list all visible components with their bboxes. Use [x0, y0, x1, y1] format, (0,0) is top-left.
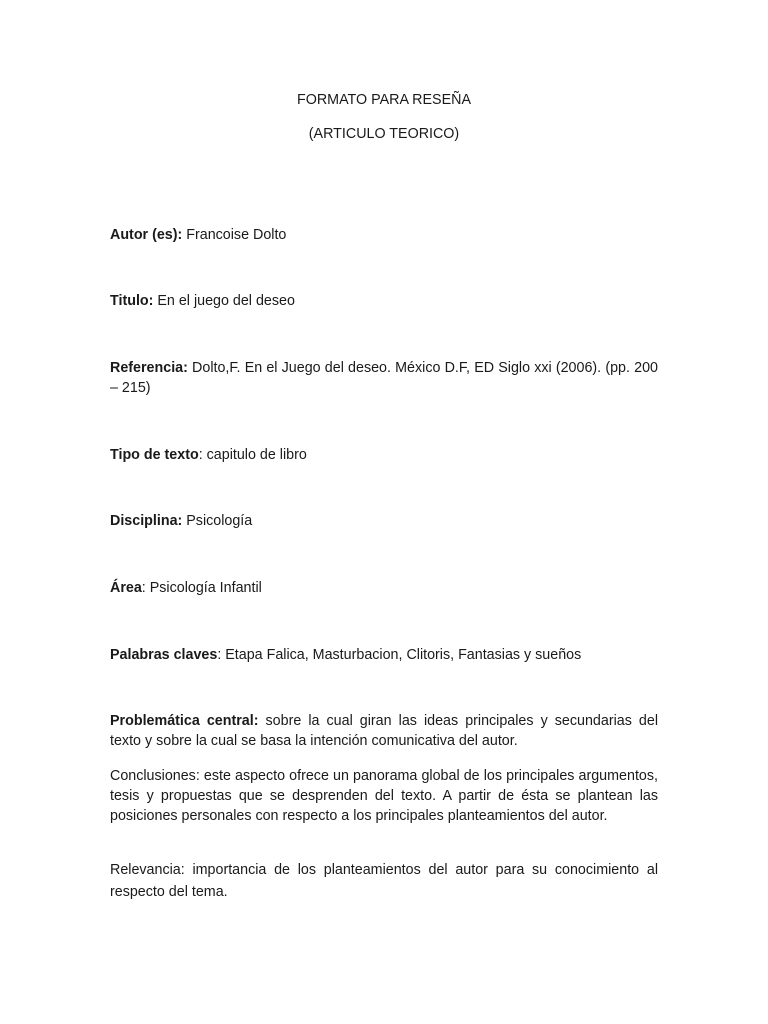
document-title: FORMATO PARA RESEÑA [297, 92, 471, 108]
field-titulo-value: En el juego del deseo [153, 293, 295, 309]
field-area [110, 578, 658, 598]
field-referencia-label: Referencia: [110, 360, 188, 376]
field-autor-label: Autor (es): [110, 227, 183, 243]
field-referencia [110, 358, 658, 398]
field-problematica-value: sobre la cual giran las ideas principales y secundarias del texto y sobre la cual se basa la intención comunicativa del autor. [110, 713, 658, 749]
paragraph-conclusiones: Conclusiones: este aspecto ofrece un panorama global de los principales argumentos, tesis y propuestas que se desprenden del texto. A partir de ésta se plantean las posiciones personales con respecto a los principales planteamientos del autor. [110, 768, 658, 824]
document-subtitle: (ARTICULO TEORICO) [308, 126, 460, 142]
field-area-label: Área [110, 580, 142, 596]
field-autor [110, 225, 658, 245]
field-disciplina [110, 511, 658, 531]
field-area-value: : Psicología Infantil [141, 580, 262, 596]
field-autor-value: Francoise Dolto [182, 227, 287, 243]
field-tipo-value: : capitulo de libro [198, 447, 307, 463]
paragraph-relevancia: Relevancia: importancia de los planteamientos del autor para su conocimiento al respecto del tema. [110, 862, 658, 900]
field-tipo-de-texto [110, 445, 658, 465]
field-palabras-claves [110, 645, 658, 665]
field-tipo-label: Tipo de texto [110, 447, 199, 463]
field-palabras-label: Palabras claves [110, 647, 218, 663]
field-referencia-value: Dolto,F. En el Juego del deseo. México D.F, ED Siglo xxi (2006). (pp. 200 – 215) [110, 360, 658, 396]
field-palabras-value: : Etapa Falica, Masturbacion, Clitoris, Fantasias y sueños [217, 647, 582, 663]
field-problematica-label: Problemática central: [110, 713, 259, 729]
field-titulo [110, 291, 658, 311]
field-disciplina-label: Disciplina: [110, 513, 183, 529]
field-titulo-label: Titulo: [110, 293, 154, 309]
field-disciplina-value: Psicología [182, 513, 253, 529]
field-problematica-central [110, 711, 658, 751]
